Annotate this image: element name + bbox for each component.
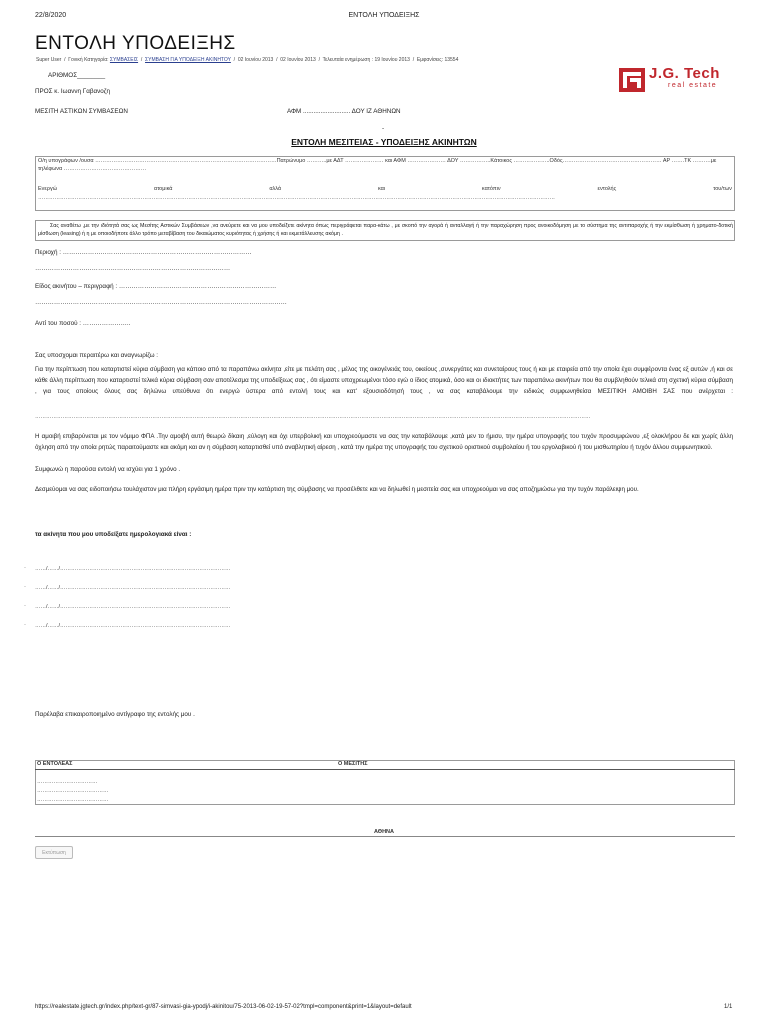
print-page-number: 1/1 [724, 1004, 733, 1010]
property-item: ……/……/………………………………………………………………………………… [35, 604, 231, 610]
number-field: ΑΡΙΘΜΟΣ________ [48, 72, 106, 79]
property-type-field: Είδος ακινήτου – περιγραφή : ………………………………………………………………… [35, 283, 277, 290]
property-item: ……/……/………………………………………………………………………………… [35, 585, 231, 591]
client-signature-line: …………………………… [37, 779, 98, 785]
logo-text: J.G. Tech [649, 65, 720, 82]
received-copy-text: Παρέλαβα επικαιροποιημένο αντίγραφο της εντολής μου . [35, 711, 195, 718]
meta-created: 02 Ιουνίου 2013 [237, 57, 274, 63]
validity-text: Συμφωνώ η παρούσα εντολή να ισχύει για 1 χρόνο . [35, 466, 181, 473]
client-signature-line: ………………………………… [37, 797, 109, 803]
signatures-divider [35, 769, 735, 770]
page-title: ΕΝΤΟΛΗ ΥΠΟΔΕΙΞΗΣ [35, 33, 236, 54]
title-dash: - [382, 125, 385, 132]
print-button[interactable]: Εκτύπωση [35, 846, 73, 859]
client-signature-line: ………………………………… [37, 788, 109, 794]
price-field: Αντί του ποσού : ………………….. [35, 320, 131, 327]
signatory-row-4: ………………………………………………………………………………………………………………………………………………………………………………………………………………………………………………………… [38, 195, 555, 201]
properties-title: τα ακίνητα που μου υποδείξατε ημερολογιακά είναι : [35, 531, 192, 538]
signatory-row-2: τηλέφωνα ……………………………………… [38, 166, 147, 172]
print-url: https://realestate.jgtech.gr/index.php/text-gr/87-simvasi-gia-ypodj/i-akinitou/75-2013-06-02-19-57-02?tmpl=component&print=1&layout=default [35, 1004, 412, 1010]
logo-mark-icon [618, 66, 648, 94]
property-type-cont: ………………………………………………………………………………………………………… [35, 299, 287, 306]
signatory-row-1: Ο/η υπογράφων /ουσα ………………………………………………………………………………………Πατρώνυμο ………..με ΑΔΤ ………………… και ΑΦΜ ………………… ΔΟΥ ……………..Κάτοικος ………………..Οδός……………………………………………… ΑΡ …….ΤΚ ……….με [38, 158, 717, 164]
client-label: Ο ΕΝΤΟΛΕΑΣ [37, 761, 73, 767]
meta-published: 02 Ιουνίου 2013 [280, 57, 316, 63]
recipient-line: ΠΡΟΣ κ. Ιωαννη Γαβανοζη [35, 88, 110, 95]
area-field-cont: ………………………………………………………………………………… [35, 265, 231, 272]
assignment-text: Σας αναθέτω ,με την ιδιότητά σας ως Μεσίτης Αστικών Συμβάσεων ,να ανεύρετε και να μου υποδείξετε ακίνητα όπως περιγράφεται παρα-κάτω , με σκοπό την αγορά ή ανταλλαγή ή την παραχώρηση προς ανοικοδόμηση με το σύστημα της αντιπαροχής ή την εκμίσθωση ή χρηματο-δοτική μίσθωση (leasing) ή η με οποιοδήποτε άλλο τρόπο μεταβίβαση του δικαιώματος κυριότητας ή χρήσης ή και εκμετάλλευσης ακόμη . [38, 223, 733, 237]
declaration-dots: …………………………………………………………………………………………………………………………………………………………………………………………………………………………………………………………………………… [35, 414, 591, 420]
print-tab-title: ΕΝΤΟΛΗ ΥΠΟΔΕΙΞΗΣ [348, 12, 420, 19]
city-label: ΑΘΗΝΑ [373, 829, 395, 835]
meta-parent-category-link[interactable]: ΣΥΜΒΑΣΕΙΣ [109, 57, 139, 63]
logo-subtext: real estate [668, 82, 718, 89]
commitment-text: Δεσμεύομαι να σας ειδοποιήσω τουλάχιστον μια πλήρη εργάσιμη ημέρα πριν την κατάρτιση της σύμβασης να προσέλθετε και να δηλωθεί η μεσιτεία σας και υποχρεούμαι να σας αποζημιώσω για την τυχόν παράλειψη μου. [35, 486, 639, 493]
signatures-box [35, 760, 735, 805]
bullet-icon: · [24, 584, 26, 590]
bullet-icon: · [24, 622, 26, 628]
print-date: 22/8/2020 [35, 12, 67, 19]
fee-text: Η αμοιβή επιβαρύνεται με τον νόμιμο ΦΠΑ .Την αμοιβή αυτή θεωρώ δίκαιη ,εύλογη και όχι υπερβολική και υποχρεούμαστε να σας την καταβάλουμε ,κατά μεν το ήμισυ, την ημέρα υπογραφής του τυχόν προσυμφώνου ,εξ ολοκλήρου δε και χωρίς άλλη όχληση από την οποία ρητώς παραιτούμαστε και ακόμη και αν η σύμβαση καταρτισθεί υπό αναβλητική αίρεση , κατά την ημέρα της υπογραφής του σχετικού οριστικού συμβολαίου ή του εργολαβικού ή του μισθωτηρίου ή τυχόν άλλου συμφωνητικού. [35, 433, 733, 451]
broker-line: ΜΕΣΙΤΗ ΑΣΤΙΚΩΝ ΣΥΜΒΑΣΕΩΝ [35, 108, 128, 115]
form-title: ΕΝΤΟΛΗ ΜΕΣΙΤΕΙΑΣ - ΥΠΟΔΕΙΞΗΣ ΑΚΙΝΗΤΩΝ [291, 137, 477, 147]
bullet-icon: · [24, 603, 26, 609]
declaration-intro: Σας υποσχομαι περαιτέρω και αναγνωρίζω : [35, 352, 159, 359]
bullet-icon: · [24, 565, 26, 571]
meta-updated: Τελευταία ενημέρωση : 19 Ιουνίου 2013 [322, 57, 410, 63]
declaration-text: Για την περίπτωση που καταρτιστεί κύρια σύμβαση για κάποιο από τα παραπάνω ακίνητα ,είτε με πελάτη σας , μέλος της οικογένειάς του, οικείους ,συνεργάτες και συνεταίρους τους ή και με εταιρεία από την οποία έχει συμφέροντα ένας εξ αυτών ,ή και σε κάθε άλλη περίπτωση που καταρτιστεί τελικά κύρια σύμβαση σαν αποτέλεσμα της υποδείξεως σας , ότι είμαστε υποχρεωμένοι τόσο εγώ ο ίδιος ατομικά, όσο και οι ιδιοκτήτες των παραπάνω ακινήτων που θα συμβληθούν τελικά στη σχετική κύρια σύμβαση , για τους οποίους όλους σας δηλώνω υπεύθυνα ότι ενεργώ ύστερα από εντολή τους και κατ' εξουσιοδότησή τους , να σας καταβάλουμε την ειδικώς συμφωνηθείσα ΜΕΣΙΤΙΚΗ ΑΜΟΙΒΗ ΣΑΣ που ανέρχεται : [35, 366, 733, 395]
company-logo [618, 66, 734, 94]
article-meta: Super User / Γονική Κατηγορία: ΣΥΜΒΑΣΕΙΣ / ΣΥΜΒΑΣΗ ΓΙΑ ΥΠΟΔΕΙΞΗ ΑΚΙΝΗΤΟΥ / 02 Ιουνίου 2013 / 02 Ιουνίου 2013 / Τελευταία ενημέρωση : 19 Ιουνίου 2013 / Εμφανίσεις: 13554 [36, 57, 459, 63]
property-item: ……/……/………………………………………………………………………………… [35, 623, 231, 629]
afm-line: ΑΦΜ ........................... ΔΟΥ ΙΖ ΑΘΗΝΩΝ [287, 108, 401, 115]
meta-category-link[interactable]: ΣΥΜΒΑΣΗ ΓΙΑ ΥΠΟΔΕΙΞΗ ΑΚΙΝΗΤΟΥ [145, 57, 231, 63]
meta-parent-category-label: Γονική Κατηγορία: [68, 57, 109, 63]
area-field: Περιοχή : ……………………………………………………………………………… [35, 249, 252, 256]
meta-author: Super User [36, 57, 62, 63]
property-item: ……/……/………………………………………………………………………………… [35, 566, 231, 572]
signatory-row-3: Ενεργώ ατομικά αλλά και κατόπιν εντολής του/των [38, 186, 732, 192]
city-rule [35, 836, 735, 837]
meta-hits: Εμφανίσεις: 13554 [416, 57, 459, 63]
broker-label: Ο ΜΕΣΙΤΗΣ [338, 761, 368, 767]
signatory-box [35, 156, 735, 211]
